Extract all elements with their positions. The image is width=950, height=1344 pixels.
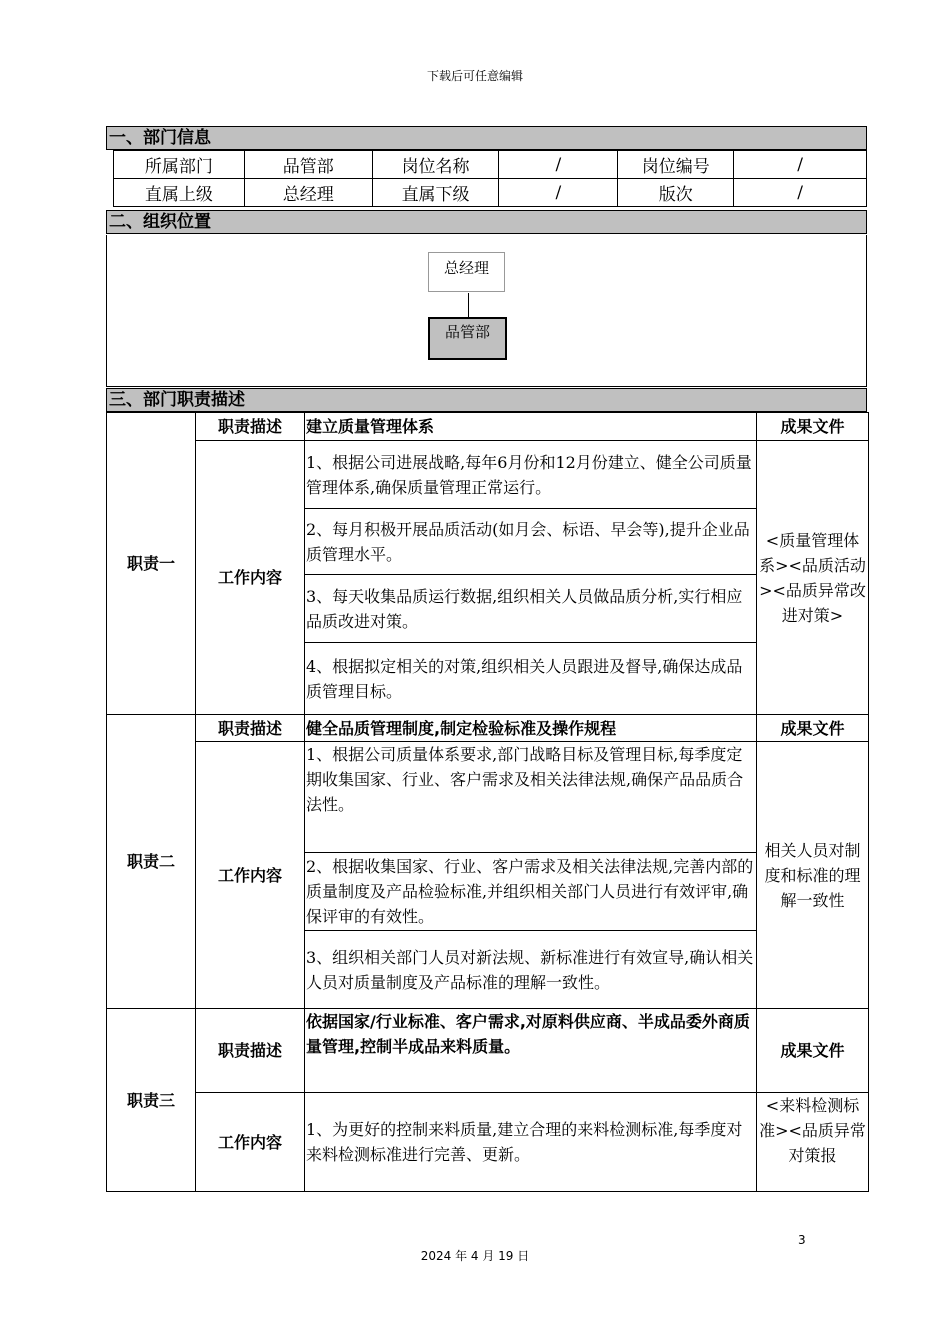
duty-name: 职责二 bbox=[107, 715, 196, 1009]
section-title-dept-info: 一、部门信息 bbox=[106, 126, 867, 150]
info-label-position: 岗位名称 bbox=[372, 151, 499, 179]
info-value-version: / bbox=[734, 179, 867, 207]
duty-work-item: 3、组织相关部门人员对新法规、新标准进行有效宣导,确认相关人员对质量制度及产品标准的理解一致性。 bbox=[305, 931, 757, 1009]
section-title-org-position: 二、组织位置 bbox=[106, 210, 867, 234]
dept-info-table bbox=[113, 150, 867, 207]
duty-result: <来料检测标准><品质异常对策报 bbox=[757, 1093, 869, 1192]
duty-work-label: 工作内容 bbox=[196, 1093, 305, 1192]
duty-desc: 健全品质管理制度,制定检验标准及操作规程 bbox=[305, 715, 757, 742]
footer-date: 2024 年 4 月 19 日 bbox=[420, 1249, 530, 1263]
org-node-quality-dept: 品管部 bbox=[428, 317, 507, 360]
duty-work-item: 1、根据公司质量体系要求,部门战略目标及管理目标,每季度定期收集国家、行业、客户需求及相关法律法规,确保产品品质合法性。 bbox=[305, 742, 757, 853]
duty-work-label: 工作内容 bbox=[196, 742, 305, 1009]
duty-desc-label: 职责描述 bbox=[196, 413, 305, 441]
duty-work-item: 2、根据收集国家、行业、客户需求及相关法律法规,完善内部的质量制度及产品检验标准,并组织相关部门人员进行有效评审,确保评审的有效性。 bbox=[305, 853, 757, 931]
info-value-superior: 总经理 bbox=[244, 179, 372, 207]
info-label-dept: 所属部门 bbox=[114, 151, 245, 179]
info-value-dept: 品管部 bbox=[244, 151, 372, 179]
duty-work-item: 2、每月积极开展品质活动(如月会、标语、早会等),提升企业品质管理水平。 bbox=[305, 509, 757, 575]
info-row bbox=[114, 151, 867, 179]
org-connector bbox=[468, 293, 469, 317]
duty-result-label: 成果文件 bbox=[757, 1009, 869, 1093]
duty-result: <质量管理体系><品质活动><品质异常改进对策> bbox=[757, 441, 869, 715]
duty-work-item: 4、根据拟定相关的对策,组织相关人员跟进及督导,确保达成品质管理目标。 bbox=[305, 643, 757, 715]
duty-desc-label: 职责描述 bbox=[196, 715, 305, 742]
duty-work-item: 3、每天收集品质运行数据,组织相关人员做品质分析,实行相应品质改进对策。 bbox=[305, 575, 757, 643]
header-note: 下载后可任意编辑 bbox=[426, 69, 523, 83]
info-value-subordinate: / bbox=[499, 179, 618, 207]
info-label-subordinate: 直属下级 bbox=[372, 179, 499, 207]
duty-work-item: 1、根据公司进展战略,每年6月份和12月份建立、健全公司质量管理体系,确保质量管理正常运行。 bbox=[305, 441, 757, 509]
table-row bbox=[107, 1009, 869, 1093]
info-row bbox=[114, 179, 867, 207]
info-label-version: 版次 bbox=[618, 179, 734, 207]
org-chart bbox=[106, 235, 867, 387]
duty-name: 职责一 bbox=[107, 413, 196, 715]
table-row bbox=[107, 1093, 869, 1192]
section-title-duties: 三、部门职责描述 bbox=[106, 388, 867, 412]
table-row bbox=[107, 413, 869, 441]
table-row bbox=[107, 742, 869, 853]
duty-desc: 建立质量管理体系 bbox=[305, 413, 757, 441]
duty-result-label: 成果文件 bbox=[757, 715, 869, 742]
info-value-position-code: / bbox=[734, 151, 867, 179]
duty-result: 相关人员对制度和标准的理解一致性 bbox=[757, 742, 869, 1009]
table-row bbox=[107, 715, 869, 742]
info-label-superior: 直属上级 bbox=[114, 179, 245, 207]
duty-name: 职责三 bbox=[107, 1009, 196, 1192]
info-value-position: / bbox=[499, 151, 618, 179]
org-node-general-manager: 总经理 bbox=[428, 252, 505, 292]
page-number: 3 bbox=[798, 1233, 806, 1247]
duty-result-label: 成果文件 bbox=[757, 413, 869, 441]
duty-table bbox=[106, 412, 869, 1192]
duty-work-item: 1、为更好的控制来料质量,建立合理的来料检测标准,每季度对来料检测标准进行完善、更新。 bbox=[305, 1093, 757, 1192]
duty-work-label: 工作内容 bbox=[196, 441, 305, 715]
info-label-position-code: 岗位编号 bbox=[618, 151, 734, 179]
table-row bbox=[107, 441, 869, 509]
duty-desc: 依据国家/行业标准、客户需求,对原料供应商、半成品委外商质量管理,控制半成品来料质量。 bbox=[305, 1009, 757, 1093]
duty-desc-label: 职责描述 bbox=[196, 1009, 305, 1093]
